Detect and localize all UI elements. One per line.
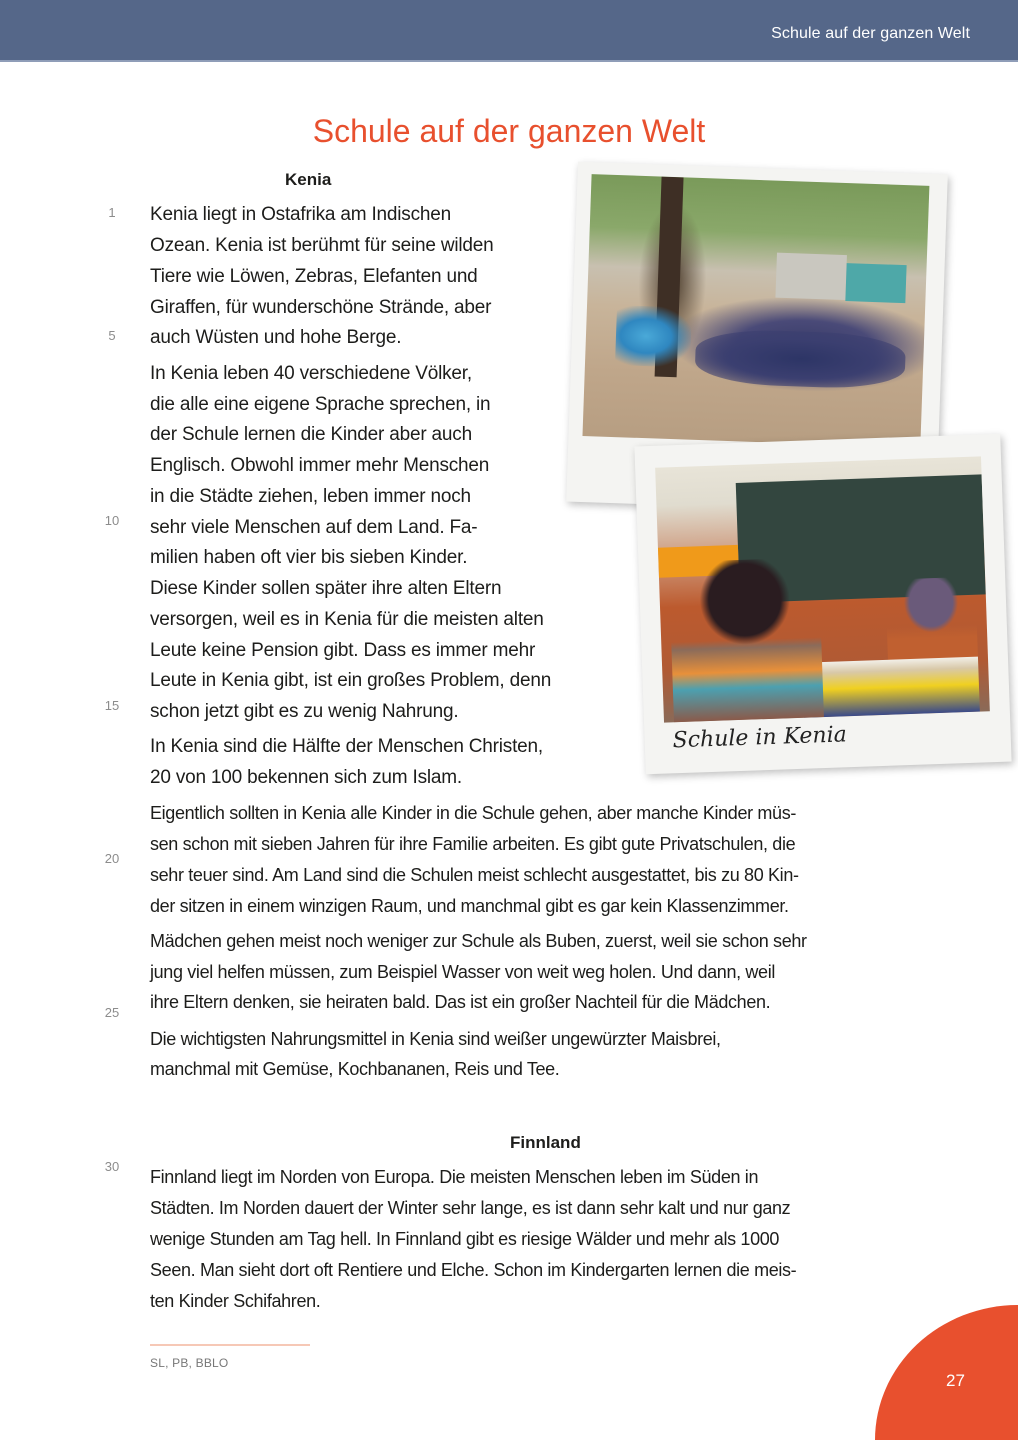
line-number: 10 [104, 513, 120, 528]
text-line: 20 von 100 bekennen sich zum Islam. [150, 767, 462, 788]
text-line: Giraffen, für wunderschöne Strände, aber [150, 297, 492, 318]
text-line: Kenia liegt in Ostafrika am Indischen [150, 204, 451, 225]
text-line: Finnland liegt im Norden von Europa. Die meisten Menschen leben im Süden in [150, 1167, 759, 1187]
text-line: in die Städte ziehen, leben immer noch [150, 486, 471, 507]
text-line: Seen. Man sieht dort oft Rentiere und Elche. Schon im Kindergarten lernen die meis- [150, 1260, 797, 1280]
photo-wall [775, 253, 847, 300]
photo-classroom [634, 434, 1011, 775]
section-heading-kenia: Kenia [285, 170, 332, 189]
text-line: die alle eine eigene Sprache sprechen, in [150, 394, 491, 415]
text-line: schon jetzt gibt es zu wenig Nahrung. [150, 701, 459, 722]
line-number: 25 [104, 1005, 120, 1020]
text-line: jung viel helfen müssen, zum Beispiel Wasser von weit weg holen. Und dann, weil [150, 962, 776, 982]
line-number: 20 [104, 851, 120, 866]
text-line: Diese Kinder sollen später ihre alten Eltern [150, 578, 502, 599]
text-line: sen schon mit sieben Jahren für ihre Familie arbeiten. Es gibt gute Privatschulen, die [150, 834, 796, 854]
text-line: ihre Eltern denken, sie heiraten bald. Das ist ein großer Nachteil für die Mädchen. [150, 992, 771, 1012]
footnote-credits: SL, PB, BBLO [150, 1356, 229, 1370]
text-line: milien haben oft vier bis sieben Kinder. [150, 547, 468, 568]
text-line: manchmal mit Gemüse, Kochbananen, Reis und Tee. [150, 1059, 560, 1079]
photo-gate [845, 263, 906, 303]
page-title: Schule auf der ganzen Welt [312, 113, 706, 149]
line-number: 5 [108, 328, 116, 343]
text-line: In Kenia leben 40 verschiedene Völker, [150, 363, 472, 384]
header-bar [0, 0, 1018, 62]
line-number: 1 [108, 205, 116, 220]
photo-desk [802, 657, 980, 718]
classroom-image [655, 456, 990, 722]
text-line: Städten. Im Norden dauert der Winter sehr lange, es ist dann sehr kalt und nur ganz [150, 1198, 791, 1218]
footnote-rule [150, 1344, 310, 1346]
text-line: Leute in Kenia gibt, ist ein großes Problem, denn [150, 670, 552, 691]
text-line: versorgen, weil es in Kenia für die meisten alten [150, 609, 544, 630]
text-line: wenige Stunden am Tag hell. In Finnland gibt es riesige Wälder und mehr als 1000 [150, 1229, 780, 1249]
text-line: Mädchen gehen meist noch weniger zur Schule als Buben, zuerst, weil sie schon sehr [150, 931, 807, 951]
photo-caption: Schule in Kenia [672, 722, 848, 754]
photo-chairs [615, 305, 692, 368]
page-number: 27 [946, 1371, 965, 1390]
text-line: auch Wüsten und hohe Berge. [150, 327, 402, 348]
text-line: Ozean. Kenia ist berühmt für seine wilden [150, 235, 494, 256]
line-number: 30 [104, 1159, 120, 1174]
text-line: Leute keine Pension gibt. Dass es immer mehr [150, 640, 536, 661]
text-line: sehr teuer sind. Am Land sind die Schulen meist schlecht ausgestattet, bis zu 80 Kin- [150, 865, 799, 885]
text-line: der Schule lernen die Kinder aber auch [150, 424, 472, 445]
section-heading-finnland: Finnland [510, 1133, 581, 1152]
text-line: In Kenia sind die Hälfte der Menschen Christen, [150, 736, 543, 757]
text-line: Eigentlich sollten in Kenia alle Kinder in die Schule gehen, aber manche Kinder müs- [150, 803, 797, 823]
text-line: ten Kinder Schifahren. [150, 1291, 321, 1311]
text-line: Die wichtigsten Nahrungsmittel in Kenia sind weißer ungewürzter Maisbrei, [150, 1029, 721, 1049]
text-line: sehr viele Menschen auf dem Land. Fa- [150, 517, 478, 538]
text-line: der sitzen in einem winzigen Raum, und manchmal gibt es gar kein Klassenzimmer. [150, 896, 789, 916]
running-title: Schule auf der ganzen Welt [771, 25, 970, 42]
line-number: 15 [104, 698, 120, 713]
photo-pupil-front [668, 557, 823, 722]
text-line: Tiere wie Löwen, Zebras, Elefanten und [150, 266, 478, 287]
outdoor-class-image [582, 174, 929, 448]
text-line: Englisch. Obwohl immer mehr Menschen [150, 455, 490, 476]
photo-children [694, 328, 906, 390]
